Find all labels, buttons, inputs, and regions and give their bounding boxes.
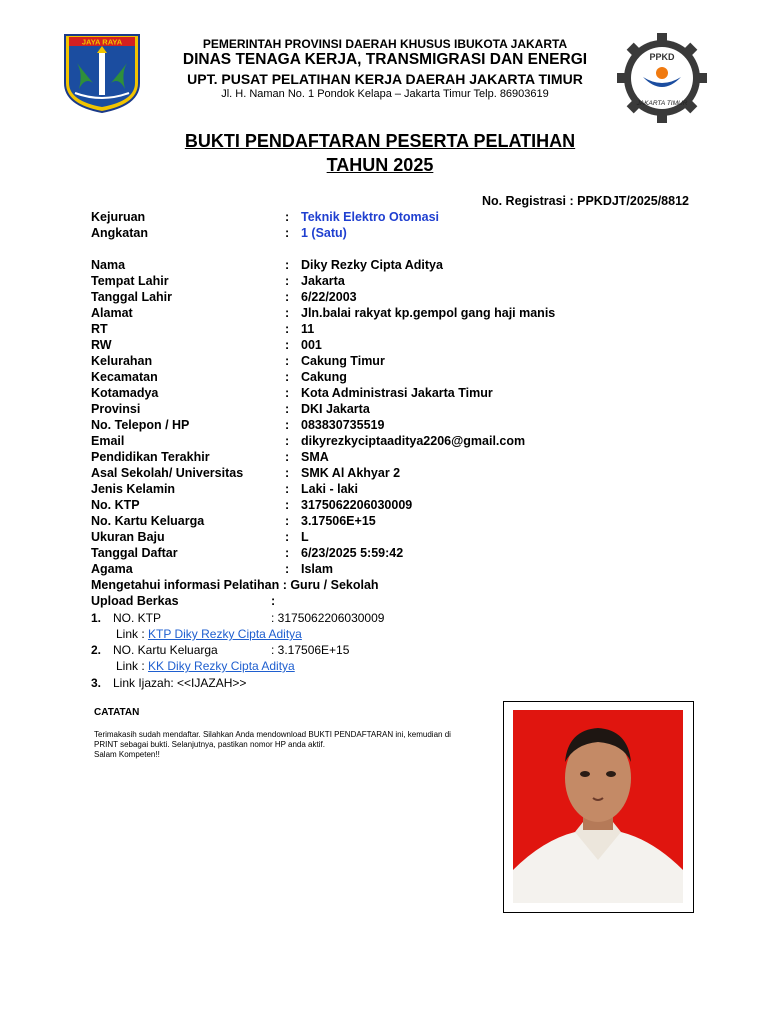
logo-lettering: JAYA RAYA xyxy=(81,37,123,47)
field-colon: : xyxy=(285,466,290,480)
field-label: Pendidikan Terakhir xyxy=(91,450,210,464)
field-value: Laki - laki xyxy=(301,482,358,496)
upload-link-line xyxy=(116,659,295,673)
field-colon: : xyxy=(285,322,290,336)
header-government-line: PEMERINTAH PROVINSI DAERAH KHUSUS IBUKOTA JAKARTA xyxy=(202,37,568,51)
field-label: Asal Sekolah/ Universitas xyxy=(91,466,244,480)
field-colon: : xyxy=(285,386,290,400)
field-value: SMK Al Akhyar 2 xyxy=(301,466,401,480)
upload-item-number: 2. xyxy=(91,643,102,657)
ppkd-gear-logo xyxy=(617,33,707,123)
field-label: Kecamatan xyxy=(91,370,158,384)
jakarta-emblem-logo xyxy=(63,33,141,113)
field-label: Alamat xyxy=(91,306,133,320)
kk-document-link[interactable]: KK Diky Rezky Cipta Aditya xyxy=(148,659,295,673)
field-colon: : xyxy=(285,338,290,352)
field-colon: : xyxy=(285,226,290,240)
notes-text xyxy=(94,730,504,760)
field-colon: : xyxy=(285,562,290,576)
field-colon: : xyxy=(285,354,290,368)
field-value: Diky Rezky Cipta Aditya xyxy=(301,258,443,272)
upload-item-value: : 3175062206030009 xyxy=(271,611,385,625)
field-label: RW xyxy=(91,338,112,352)
field-colon: : xyxy=(285,530,290,544)
field-colon: : xyxy=(285,290,290,304)
field-colon: : xyxy=(285,498,290,512)
upload-item-name: Link Ijazah: <<IJAZAH>> xyxy=(113,676,247,690)
field-label: Ukuran Baju xyxy=(91,530,165,544)
field-colon: : xyxy=(285,482,290,496)
field-value: 6/23/2025 5:59:42 xyxy=(301,546,404,560)
field-label: Nama xyxy=(91,258,126,272)
field-value: L xyxy=(301,530,309,544)
notes-line: Salam Kompeten!! xyxy=(94,750,160,759)
upload-item-name: NO. Kartu Keluarga xyxy=(113,643,218,657)
field-colon: : xyxy=(285,514,290,528)
header-address-line: Jl. H. Naman No. 1 Pondok Kelapa – Jakarta Timur Telp. 86903619 xyxy=(221,88,549,100)
field-value: 11 xyxy=(301,322,315,336)
registration-number: No. Registrasi : PPKDJT/2025/8812 xyxy=(481,194,689,208)
field-label: Jenis Kelamin xyxy=(91,482,176,496)
field-label: No. Telepon / HP xyxy=(91,418,190,432)
upload-item-name: NO. KTP xyxy=(113,611,162,625)
header-department-line: DINAS TENAGA KERJA, TRANSMIGRASI DAN ENERGI xyxy=(182,51,588,68)
field-label: Tanggal Daftar xyxy=(91,546,178,560)
field-value: Cakung xyxy=(301,370,347,384)
field-label: No. KTP xyxy=(91,498,140,512)
field-value: Teknik Elektro Otomasi xyxy=(301,210,440,224)
field-label: Tempat Lahir xyxy=(91,274,169,288)
field-colon: : xyxy=(285,306,290,320)
field-label: Angkatan xyxy=(91,226,148,240)
field-value: Islam xyxy=(301,562,333,576)
field-label: Provinsi xyxy=(91,402,141,416)
field-colon: : xyxy=(285,402,290,416)
applicant-photo-frame xyxy=(503,701,694,913)
field-colon: : xyxy=(285,274,290,288)
document-year: TAHUN 2025 xyxy=(326,155,434,175)
link-prefix: Link : xyxy=(116,627,149,641)
logo-lettering: JAKARTA TIMUR xyxy=(636,100,688,107)
notes-line: PRINT sebagai bukti. Selanjutnya, pastikan nomor HP anda aktif. xyxy=(94,740,325,749)
document-title: BUKTI PENDAFTARAN PESERTA PELATIHAN xyxy=(184,131,576,151)
field-colon: : xyxy=(285,210,290,224)
field-value: 1 (Satu) xyxy=(301,226,347,240)
notes-heading: CATATAN xyxy=(94,707,140,718)
field-colon: : xyxy=(285,258,290,272)
field-value: Jln.balai rakyat kp.gempol gang haji manis xyxy=(301,306,556,320)
upload-link-line xyxy=(116,627,302,641)
notes-line: Terimakasih sudah mendaftar. Silahkan Anda mendownload BUKTI PENDAFTARAN ini, kemudian di xyxy=(94,730,451,739)
ktp-document-link[interactable]: KTP Diky Rezky Cipta Aditya xyxy=(148,627,302,641)
field-value: 3175062206030009 xyxy=(301,498,413,512)
field-colon: : xyxy=(285,450,290,464)
field-label: Agama xyxy=(91,562,133,576)
field-value: dikyrezkyciptaaditya2206@gmail.com xyxy=(301,434,526,448)
upload-item-value: : 3.17506E+15 xyxy=(271,643,350,657)
upload-label: Upload Berkas xyxy=(91,594,179,608)
upload-item-number: 3. xyxy=(91,676,102,690)
field-label: Kotamadya xyxy=(91,386,159,400)
field-label: Email xyxy=(91,434,125,448)
field-value: 083830735519 xyxy=(301,418,385,432)
logo-lettering: PPKD xyxy=(649,52,675,62)
link-prefix: Link : xyxy=(116,659,149,673)
field-colon: : xyxy=(285,418,290,432)
field-value: SMA xyxy=(301,450,329,464)
field-label: RT xyxy=(91,322,108,336)
field-label: Kelurahan xyxy=(91,354,153,368)
upload-colon: : xyxy=(271,594,276,608)
info-source-text: Mengetahui informasi Pelatihan : Guru / Sekolah xyxy=(91,578,379,592)
field-value: 001 xyxy=(301,338,322,352)
field-value: 6/22/2003 xyxy=(301,290,357,304)
field-value: Kota Administrasi Jakarta Timur xyxy=(301,386,493,400)
field-value: DKI Jakarta xyxy=(301,402,370,416)
applicant-photo xyxy=(513,710,683,903)
field-value: Jakarta xyxy=(301,274,345,288)
field-colon: : xyxy=(285,546,290,560)
field-colon: : xyxy=(285,434,290,448)
header-unit-line: UPT. PUSAT PELATIHAN KERJA DAERAH JAKARTA TIMUR xyxy=(187,71,583,87)
field-label: Tanggal Lahir xyxy=(91,290,173,304)
field-colon: : xyxy=(285,370,290,384)
field-label: No. Kartu Keluarga xyxy=(91,514,205,528)
field-value: 3.17506E+15 xyxy=(301,514,376,528)
field-value: Cakung Timur xyxy=(301,354,385,368)
upload-item-number: 1. xyxy=(91,611,102,625)
field-label: Kejuruan xyxy=(91,210,146,224)
